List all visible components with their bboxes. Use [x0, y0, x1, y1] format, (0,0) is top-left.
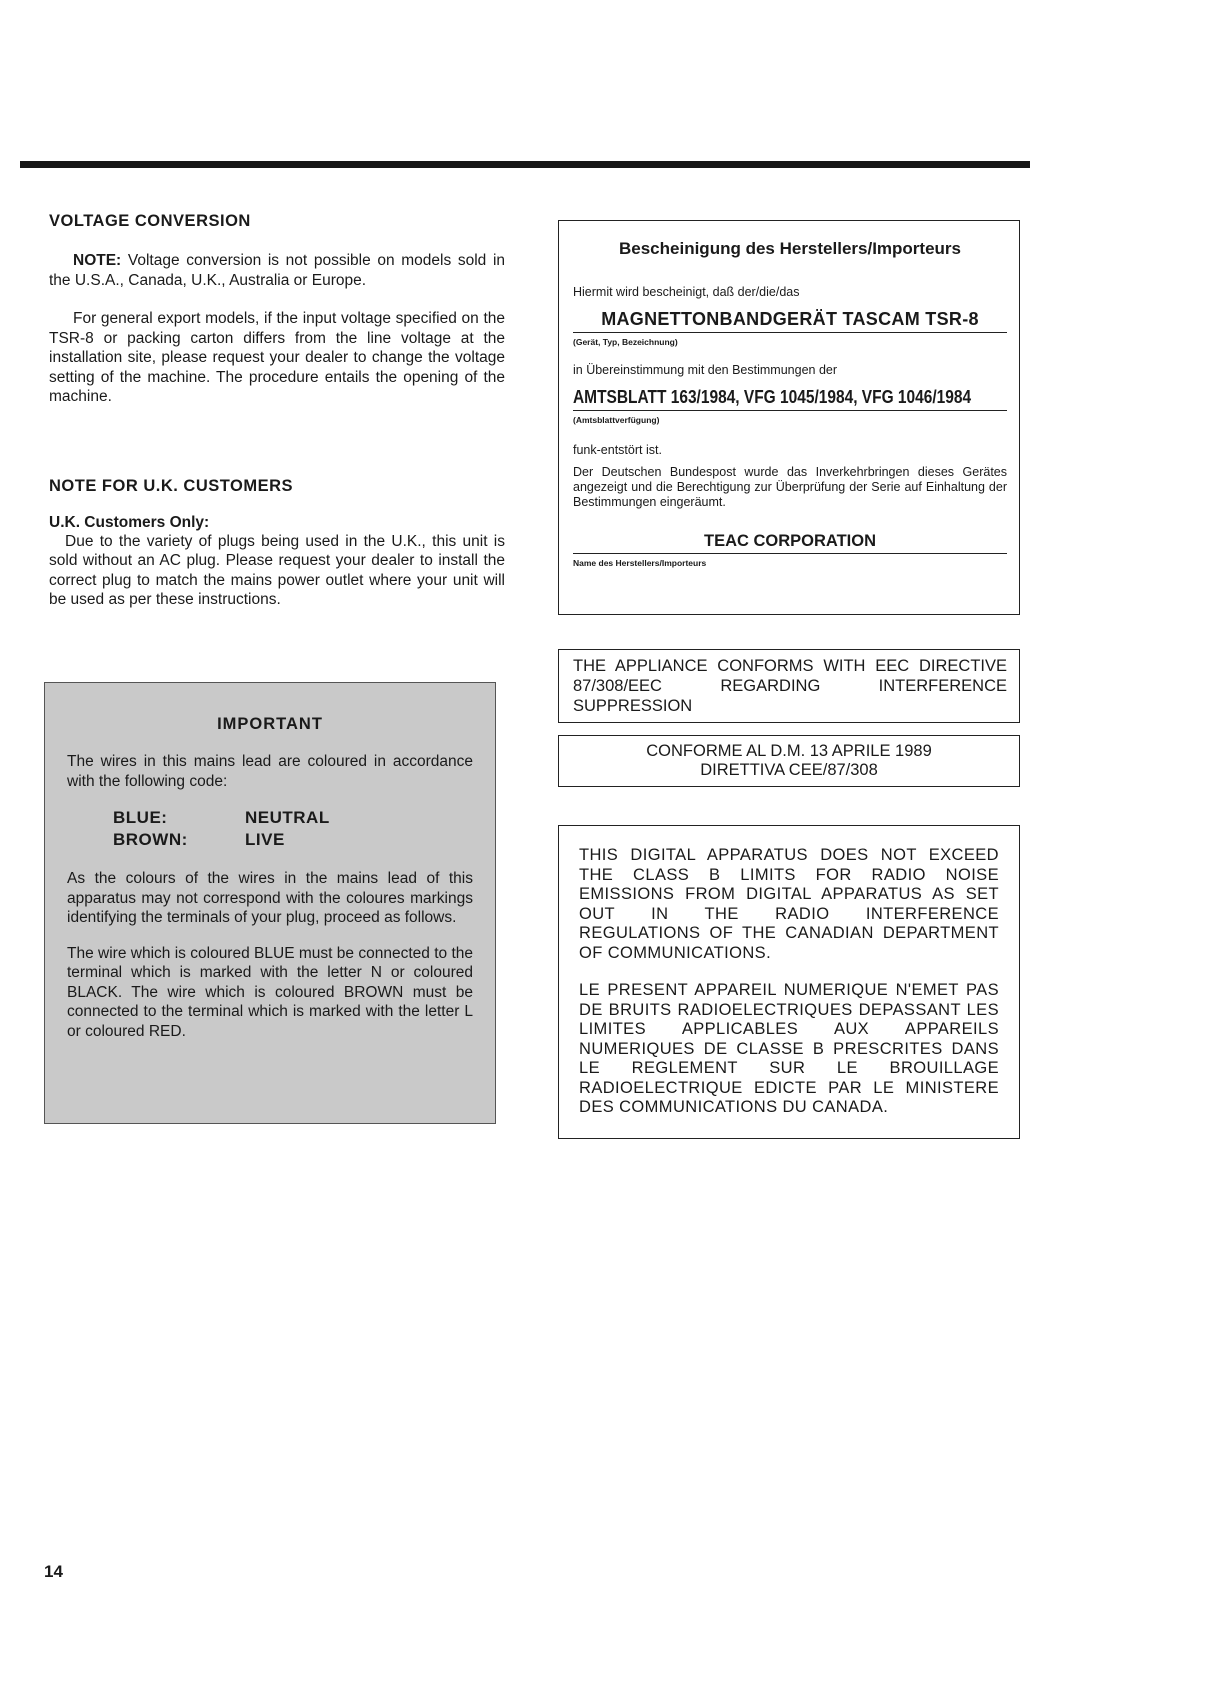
important-paragraph-1: As the colours of the wires in the mains lead of this apparatus may not correspond with the coloures markings identifying the terminals of your plug, proceed as follows. — [67, 870, 473, 926]
voltage-paragraph-text: For general export models, if the input voltage specified on the TSR-8 or packing carton differs from the line voltage at the installation site, please request your dealer to change the voltage setting of the machine. The procedure entails the opening of the machine. — [49, 310, 505, 405]
eec-box: THE APPLIANCE CONFORMS WITH EEC DIRECTIVE 87/308/EEC REGARDING INTERFERENCE SUPPRESSION — [558, 649, 1020, 723]
uk-paragraph — [49, 532, 505, 610]
certificate-bundespost: Der Deutschen Bundespost wurde das Inverkehrbringen dieses Gerätes angezeigt und die Berechtigung zur Überprüfung der Serie auf Einhaltung der Bestimmungen eingeräumt. — [573, 465, 1007, 509]
voltage-paragraph — [49, 309, 505, 407]
uk-heading: NOTE FOR U.K. CUSTOMERS — [49, 476, 294, 495]
divider — [573, 332, 1007, 333]
uk-subheading: U.K. Customers Only: — [49, 513, 210, 531]
company-caption: Name des Herstellers/Importeurs — [573, 558, 707, 568]
code-colour: BLUE: — [113, 808, 168, 827]
note-text: Voltage conversion is not possible on models sold in the U.S.A., Canada, U.K., Australia or Europe. — [49, 252, 506, 289]
page-number: 14 — [44, 1562, 63, 1581]
wire-code-table — [113, 807, 473, 851]
canada-box — [558, 825, 1020, 1139]
certificate-uebereinstimmung: in Übereinstimmung mit den Bestimmungen der — [573, 363, 838, 377]
important-box — [44, 682, 496, 1124]
uk-paragraph-text: Due to the variety of plugs being used in the U.K., this unit is sold without an AC plug. Please request your dealer to install the correct plug to match the mains power outlet where your unit will be used as per these instructions. — [49, 532, 505, 608]
certificate-company: TEAC CORPORATION — [703, 532, 877, 550]
conforme-line-2: DIRETTIVA CEE/87/308 — [700, 761, 878, 779]
important-intro: The wires in this mains lead are coloured in accordance with the following code: — [67, 753, 473, 790]
note-label: NOTE: — [73, 252, 122, 269]
code-colour: BROWN: — [113, 830, 188, 849]
code-meaning: NEUTRAL — [245, 808, 330, 827]
canada-english: THIS DIGITAL APPARATUS DOES NOT EXCEED THE CLASS B LIMITS FOR RADIO NOISE EMISSIONS FROM DIGITAL APPARATUS AS SET OUT IN THE RADIO INTERFERENCE REGULATIONS OF THE CANADIAN DEPARTMENT OF COMMUNICATIONS. — [579, 846, 999, 962]
left-column — [49, 212, 505, 610]
certificate-box — [558, 220, 1020, 615]
code-meaning: LIVE — [245, 830, 285, 849]
certificate-amtsblatt: AMTSBLATT 163/1984, VFG 1045/1984, VFG 1046/1984 — [573, 387, 972, 407]
certificate-funk: funk-entstört ist. — [573, 443, 662, 457]
device-caption: (Gerät, Typ, Bezeichnung) — [573, 337, 678, 347]
voltage-note — [49, 251, 505, 290]
right-column — [558, 220, 1020, 1139]
divider — [573, 410, 1007, 411]
voltage-heading: VOLTAGE CONVERSION — [49, 212, 251, 230]
amtsblatt-caption: (Amtsblattverfügung) — [573, 415, 660, 425]
certificate-title: Bescheinigung des Herstellers/Importeurs — [619, 239, 961, 258]
top-rule — [20, 161, 1030, 168]
important-title: IMPORTANT — [217, 715, 323, 733]
divider — [573, 553, 1007, 554]
certificate-device: MAGNETTONBANDGERÄT TASCAM TSR-8 — [601, 309, 979, 329]
conforme-line-1: CONFORME AL D.M. 13 APRILE 1989 — [646, 742, 932, 760]
canada-french: LE PRESENT APPAREIL NUMERIQUE N'EMET PAS DE BRUITS RADIOELECTRIQUES DEPASSANT LES LIMITES APPLICABLES AUX APPAREILS NUMERIQUES DE CLASSE B PRESCRITES DANS LE REGLEMENT SUR LE BROUILLAGE RADIOELECTRIQUE EDICTE PAR LE MINISTERE DES COMMUNICATIONS DU CANADA. — [579, 981, 999, 1116]
conforme-box — [558, 735, 1020, 787]
important-paragraph-2: The wire which is coloured BLUE must be connected to the terminal which is marked with the letter N or coloured BLACK. The wire which is coloured BROWN must be connected to the terminal which is marked with the letter L or coloured RED. — [67, 944, 473, 1040]
certificate-hiermit: Hiermit wird bescheinigt, daß der/die/das — [573, 285, 800, 299]
